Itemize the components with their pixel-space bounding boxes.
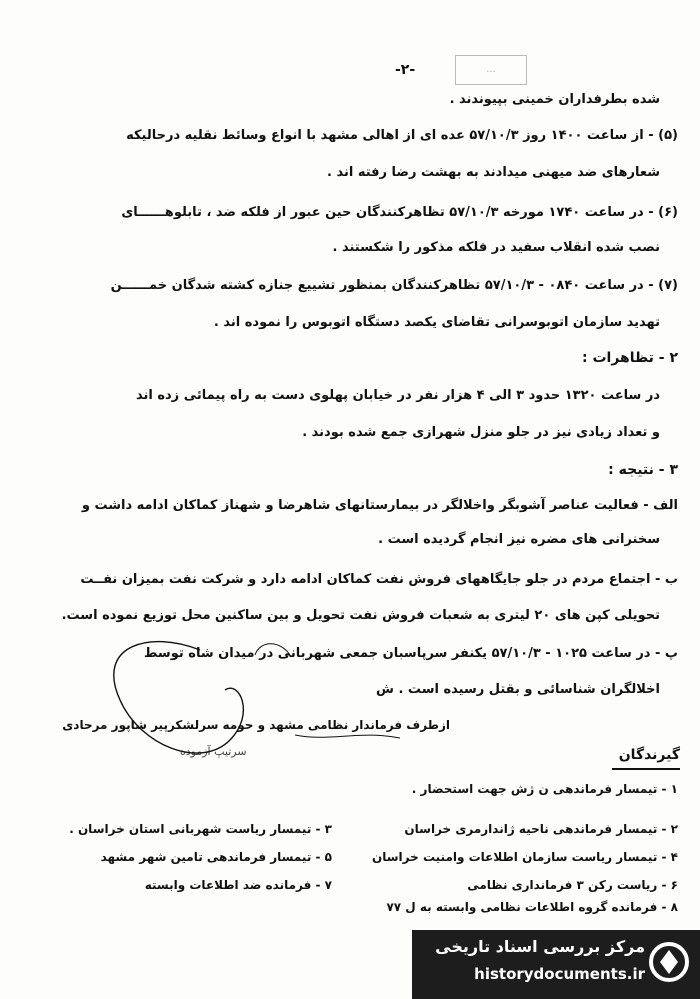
recipient-item-8: ۸ - فرمانده گروه اطلاعات نظامی وابسته به ل ۷۷: [386, 900, 678, 914]
recipient-item-2: ۲ - تیمسار فرماندهی ناحیه ژاندارمری خراسان: [404, 822, 678, 836]
body-line-1: شده بطرفداران خمینی بپیوندند .: [449, 92, 660, 107]
body-line-14: ب - اجتماع مردم در جلو جایگاههای فروش نفت کماکان ادامه دارد و شرکت نفت بمیزان نفــت: [80, 572, 678, 587]
watermark-brand: مرکز بررسی اسناد تاریخی: [435, 937, 645, 956]
archive-stamp: ...: [455, 55, 527, 85]
body-line-9: در ساعت ۱۳۲۰ حدود ۳ الی ۴ هزار نفر در خیابان پهلوی دست به راه پیمائی زده اند: [135, 388, 660, 403]
signature-subtitle: سرتیپ آزموده: [180, 745, 247, 758]
section-heading-demonstrations: ۲ - تظاهرات :: [581, 350, 678, 366]
recipient-item-6: ۶ - ریاست رکن ۳ فرمانداری نظامی: [467, 878, 678, 892]
archive-logo-icon: [648, 938, 690, 986]
body-line-17: اخلالگران شناسائی و بقتل رسیده است . ش: [376, 682, 660, 697]
body-line-16: پ - در ساعت ۱۰۲۵ - ۵۷/۱۰/۳ یکنفر سرپاسبان جمعی شهربانی در میدان شاه توسط: [144, 646, 678, 661]
body-line-5: نصب شده انقلاب سفید در فلکه مذکور را شکستند .: [332, 240, 660, 255]
body-line-12: الف - فعالیت عناصر آشوبگر واخلالگر در بیمارستانهای شاهرضا و شهناز کماکان ادامه داشت و: [81, 498, 678, 513]
recipient-item-5: ۵ - تیمسار فرماندهی تامین شهر مشهد: [100, 850, 332, 864]
recipients-title-underline: [612, 768, 680, 770]
body-line-7: تهدید سازمان اتوبوسرانی تقاضای یکصد دستگاه اتوبوس را نموده اند .: [213, 315, 660, 330]
signature-line: ازطرف فرماندار نظامی مشهد و حومه سرلشکرپیر شاپور مرحادی: [62, 718, 450, 732]
page-number: -۲-: [395, 62, 416, 78]
body-line-13: سخنرانی های مضره نیز انجام گردیده است .: [378, 532, 660, 547]
recipient-item-7: ۷ - فرمانده ضد اطلاعات وابسته: [144, 878, 332, 892]
recipient-item-4: ۴ - تیمسار ریاست سازمان اطلاعات وامنیت خراسان: [371, 850, 678, 864]
body-line-2: (۵) - از ساعت ۱۴۰۰ روز ۵۷/۱۰/۳ عده ای از اهالی مشهد با انواع وسائط نقلیه درحالیکه: [126, 128, 678, 143]
body-line-10: و تعداد زیادی نیز در جلو منزل شهرازی جمع شده بودند .: [302, 425, 660, 440]
body-line-3: شعارهای ضد میهنی میدادند به بهشت رضا رفته اند .: [327, 165, 660, 180]
recipient-item-1: ۱ - تیمسار فرماندهی ن ژش جهت استحضار .: [411, 782, 678, 796]
body-line-4: (۶) - در ساعت ۱۷۴۰ مورخه ۵۷/۱۰/۳ تظاهرکنندگان حین عبور از فلکه ضد ، تابلوهــــــای: [121, 205, 678, 220]
body-line-15: تحویلی کپن های ۲۰ لیتری به شعبات فروش نفت تحویل و بین ساکنین محل توزیع نموده است.: [61, 608, 660, 623]
recipient-item-3: ۳ - تیمسار ریاست شهربانی استان خراسان .: [69, 822, 332, 836]
body-line-6: (۷) - در ساعت ۰۸۴۰ - ۵۷/۱۰/۳ تظاهرکنندگان بمنظور تشییع جنازه کشته شدگان خمــــــن: [110, 278, 678, 293]
watermark-url: historydocuments.ir: [474, 965, 645, 983]
section-heading-result: ۳ - نتیجه :: [608, 462, 678, 478]
recipients-title: گیرندگان: [618, 747, 680, 763]
